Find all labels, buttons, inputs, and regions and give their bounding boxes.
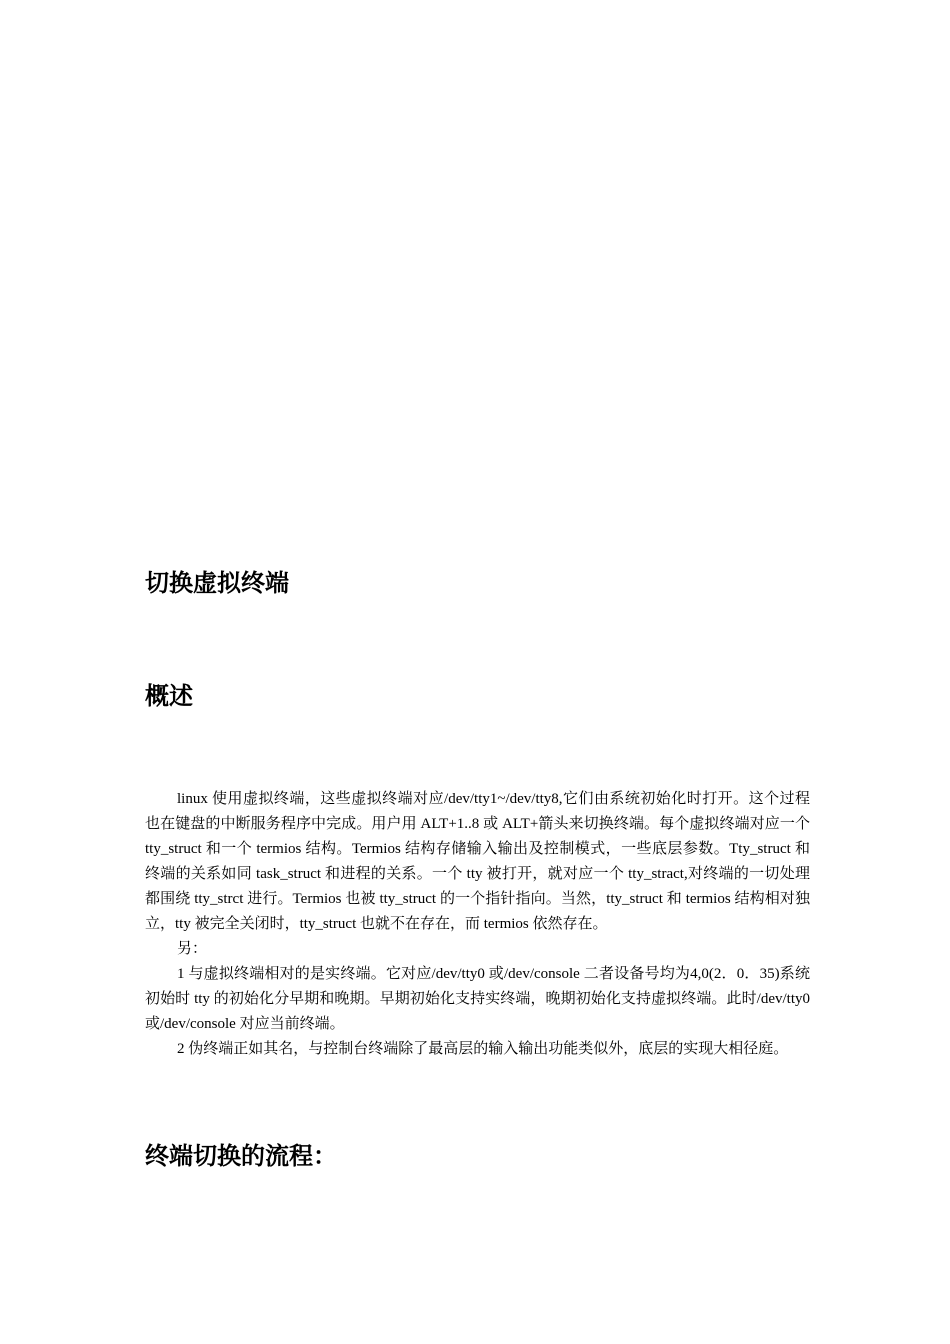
section-heading-overview: 概述 — [145, 682, 193, 710]
paragraph-pseudo-terminal: 2 伪终端正如其名，与控制台终端除了最高层的输入输出功能类似外，底层的实现大相径庭。 — [177, 1041, 789, 1057]
paragraph-virtual-terminals: linux 使用虚拟终端，这些虚拟终端对应/dev/tty1~/dev/tty8,它们由系统初始化时打开。这个过程也在键盘的中断服务程序中完成。用户用 ALT+1..8 或 ALT+箭头来切换终端。每个虚拟终端对应一个 tty_struct 和一个 termios 结构。Termios 结构存储输入输出及控制模式，一些底层参数。Tty_struct 和终端的关系如同 task_struct 和进程的关系。一个 tty 被打开，就对应一个 tty_stract,对终端的一切处理都围绕 tty_strct 进行。Termios 也被 tty_struct 的一个指针指向。当然，tty_struct 和 termios 结构相对独立，tty 被完全关闭时，tty_struct 也就不在存在，而 termios 依然存在。 — [145, 791, 810, 932]
paragraph-additional-note: 另： — [177, 941, 208, 957]
overview-body — [145, 787, 810, 1062]
document-title: 切换虚拟终端 — [145, 569, 289, 597]
paragraph-real-terminal: 1 与虚拟终端相对的是实终端。它对应/dev/tty0 或/dev/console 二者设备号均为4,0(2．0．35)系统初始时 tty 的初始化分早期和晚期。早期初始化支持实终端，晚期初始化支持虚拟终端。此时/dev/tty0 或/dev/console 对应当前终端。 — [145, 966, 810, 1032]
section-heading-switch-flow: 终端切换的流程： — [145, 1142, 337, 1170]
